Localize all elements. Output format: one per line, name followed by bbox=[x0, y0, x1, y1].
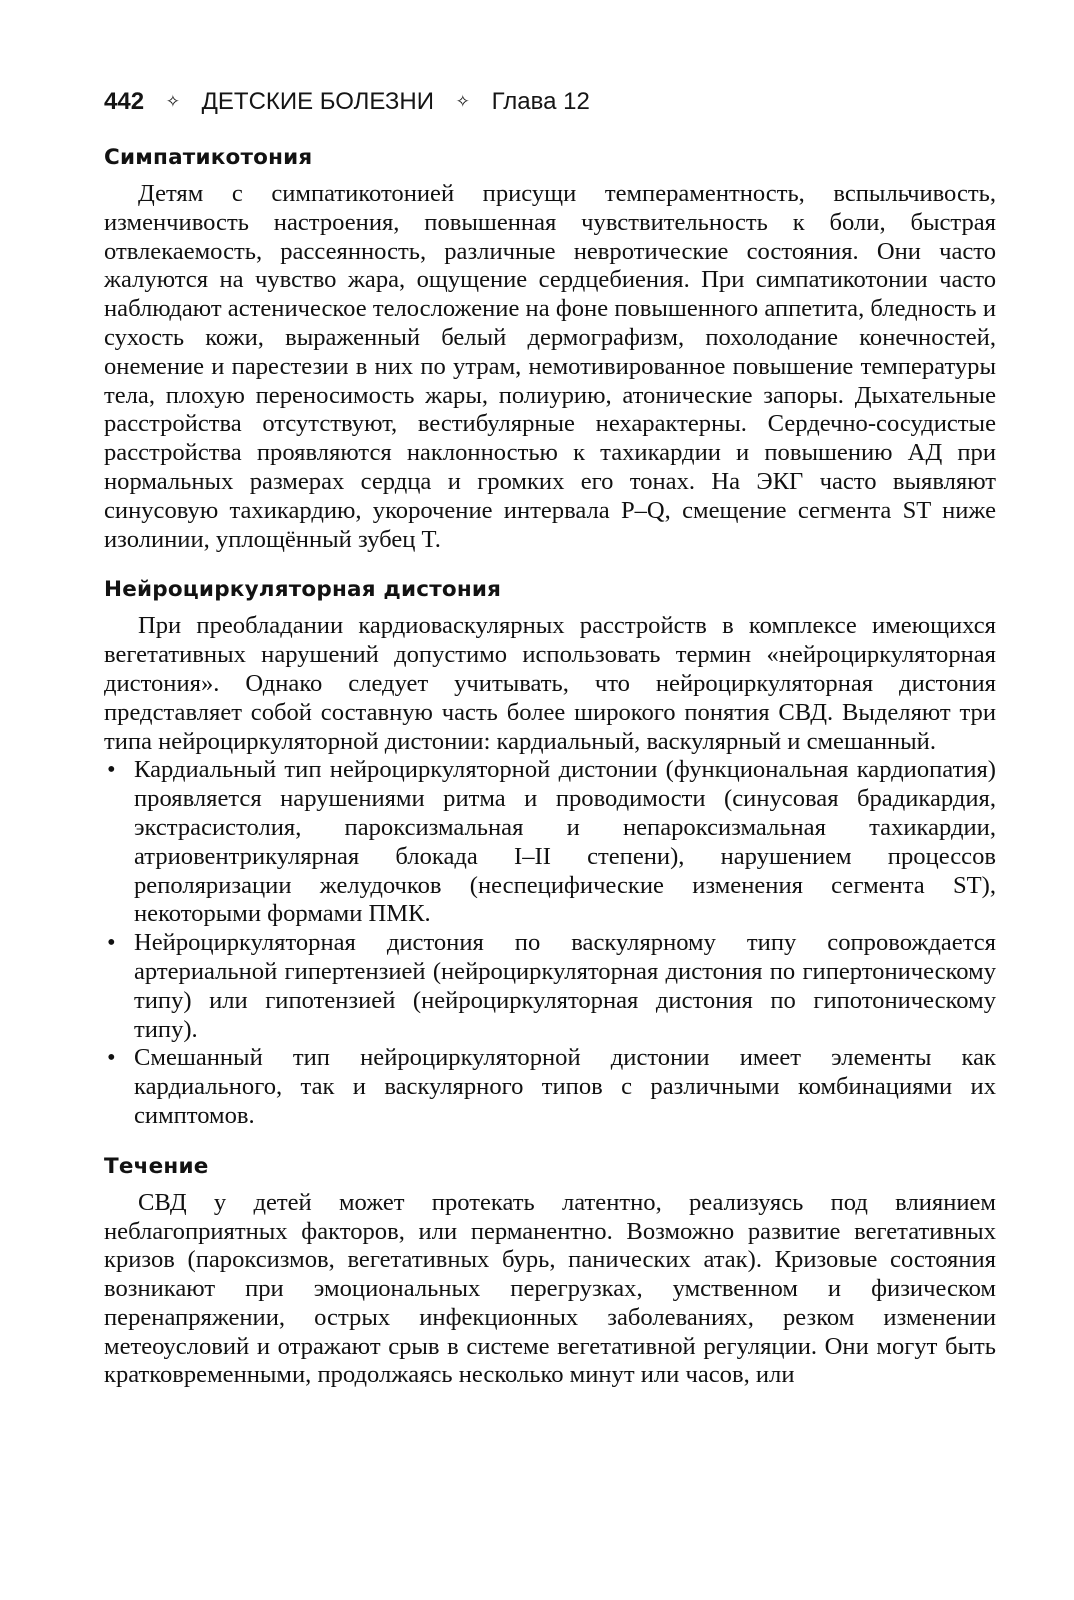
paragraph: Детям с симпатикотонией присущи темпераментность, вспыльчивость, изменчивость настроения, повышенная чувствительность к боли, быстрая отвлекаемость, рассеянность, различные невротические состояния. Они часто жалуются на чувство жара, ощущение сердцебиения. При симпатикотонии часто наблюдают астеническое телосложение на фоне повышенного аппетита, бледность и сухость кожи, выраженный белый дермографизм, похолодание конечностей, онемение и парестезии в них по утрам, немотивированное повышение температуры тела, плохую переносимость жары, полиурию, атонические запоры. Дыхательные расстройства отсутствуют, вестибулярные нехарактерны. Сердечно-сосудистые расстройства проявляются наклонностью к тахикардии и повышению АД при нормальных размерах сердца и громких его тонах. На ЭКГ часто выявляют синусовую тахикардию, укорочение интервала P–Q, смещение сегмента ST ниже изолинии, уплощённый зубец T. bbox=[104, 180, 996, 553]
list-item bbox=[104, 929, 996, 1044]
book-title: ДЕТСКИЕ БОЛЕЗНИ bbox=[201, 88, 434, 115]
list-item bbox=[104, 756, 996, 929]
header-separator-icon: ✧ bbox=[165, 92, 180, 111]
page-body bbox=[104, 142, 996, 1390]
list-item-text: Смешанный тип нейроциркуляторной дистонии имеет элементы как кардиального, так и васкулярного типов с различными комбинациями их симптомов. bbox=[134, 1044, 996, 1129]
header-separator-icon: ✧ bbox=[455, 92, 470, 111]
running-header bbox=[104, 88, 590, 116]
list-item bbox=[104, 1044, 996, 1130]
section-heading-sympathicotonia: Симпатикотония bbox=[104, 145, 313, 170]
list-item-text: Кардиальный тип нейроциркуляторной дистонии (функциональная кардиопатия) проявляется нарушениями ритма и проводимости (синусовая брадикардия, экстрасистолия, пароксизмальная и непароксизмальная тахикардии, атриовентрикулярная блокада I–II степени), нарушением процессов реполяризации желудочков (неспецифические изменения сегмента ST), некоторыми формами ПМК. bbox=[134, 756, 996, 928]
list-item-text: Нейроциркуляторная дистония по васкулярному типу сопровождается артериальной гипертензией (нейроциркуляторная дистония по гипертоническому типу) или гипотензией (нейроциркуляторная дистония по гипотоническому типу). bbox=[134, 929, 996, 1043]
page-number: 442 bbox=[104, 88, 145, 115]
chapter-label: Глава 12 bbox=[491, 88, 590, 115]
section-heading-course: Течение bbox=[104, 1153, 209, 1179]
bullet-icon: • bbox=[107, 1044, 116, 1072]
bullet-list bbox=[104, 756, 996, 1130]
bullet-icon: • bbox=[107, 756, 116, 784]
section-heading-neurocirculatory-dystonia: Нейроциркуляторная дистония bbox=[104, 577, 502, 603]
paragraph: При преобладании кардиоваскулярных расстройств в комплексе имеющихся вегетативных нарушений допустимо использовать термин «нейроциркуляторная дистония». Однако следует учитывать, что нейроциркуляторная дистония представляет собой составную часть более широкого понятия СВД. Выделяют три типа нейроциркуляторной дистонии: кардиальный, васкулярный и смешанный. bbox=[104, 612, 996, 755]
paragraph: СВД у детей может протекать латентно, реализуясь под влиянием неблагоприятных факторов, или перманентно. Возможно развитие вегетативных кризов (пароксизмов, вегетативных бурь, панических атак). Кризовые состояния возникают при эмоциональных перегрузках, умственном и физическом перенапряжении, острых инфекционных заболеваниях, резком изменении метеоусловий и отражают срыв в системе вегетативной регуляции. Они могут быть кратковременными, продолжаясь несколько минут или часов, или bbox=[104, 1188, 996, 1389]
bullet-icon: • bbox=[107, 929, 116, 957]
